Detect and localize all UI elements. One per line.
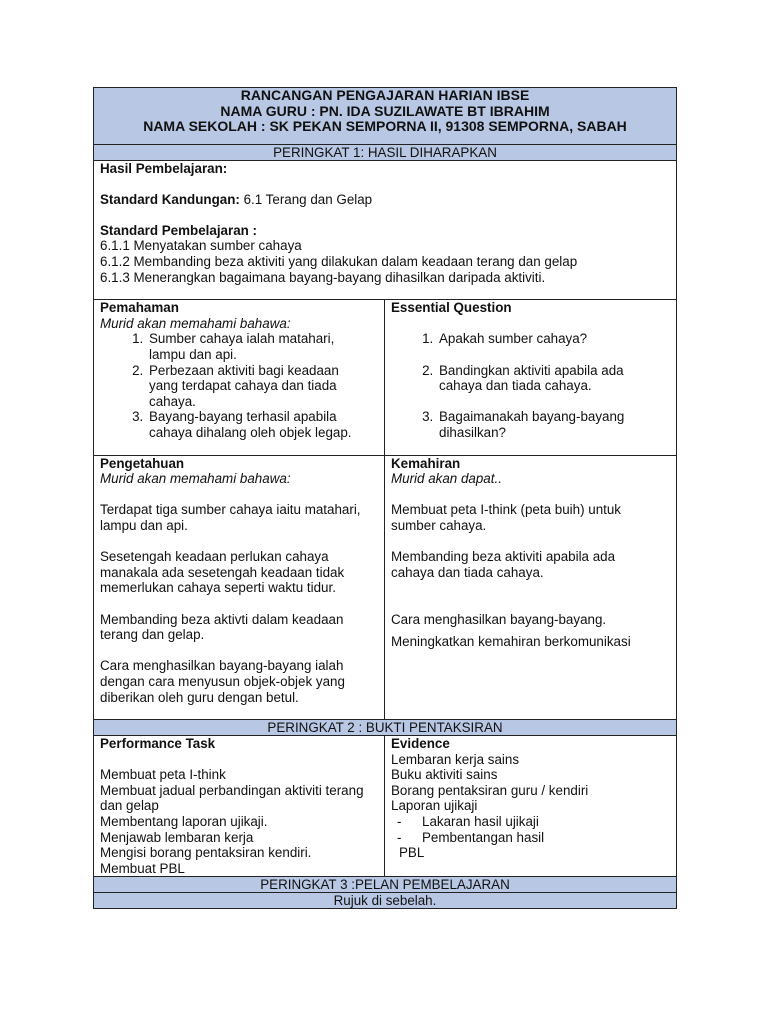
evidence-title: Evidence [391,736,450,752]
paragraph: Cara menghasilkan bayang-bayang. [391,611,607,627]
hasil-label: Hasil Pembelajaran: [100,160,228,176]
kemahiran-intro: Murid akan dapat.. [391,471,502,487]
list-item: Laporan ujikaji [391,798,478,814]
list-item: 2. Bandingkan aktiviti apabila ada cahaya dan tiada cahaya. [437,363,650,394]
level2-title: PERINGKAT 2 : BUKTI PENTAKSIRAN [94,720,677,736]
teacher-name: NAMA GURU : PN. IDA SUZILAWATE BT IBRAHIM [220,102,550,119]
list-item: - Pembentangan hasil [397,829,545,845]
performance-task-cell [94,736,385,877]
list-item: Borang pentaksiran guru / kendiri [391,782,589,798]
document-header [94,88,677,145]
paragraph: Terdapat tiga sumber cahaya iaitu matahari, lampu dan api. [100,502,361,533]
pengetahuan-cell [94,455,385,720]
pemahaman-list [100,331,378,440]
paragraph: Meningkatkan kemahiran berkomunikasi [391,634,631,650]
list-item: Membentang laporan ujikaji. [100,814,268,830]
learning-outcomes-cell [94,160,677,300]
list-item: 2. Perbezaan aktiviti bagi keadaan yang terdapat cahaya dan tiada cahaya. [147,363,368,410]
school-name: NAMA SEKOLAH : SK PEKAN SEMPORNA II, 91308 SEMPORNA, SABAH [143,118,627,134]
list-item: Lembaran kerja sains [391,751,520,767]
list-item: 3. Bagaimanakah bayang-bayang dihasilkan? [437,409,650,440]
paragraph: Membanding beza aktivti dalam keadaan terang dan gelap. [100,611,344,643]
dash-marker: - [397,829,402,845]
list-item: 3. Bayang-bayang terhasil apabila cahaya dihalang oleh objek legap. [147,409,368,440]
dash-marker: - [397,814,402,830]
pemahaman-intro: Murid akan memahami bahawa: [100,315,291,331]
level3-note: Rujuk di sebelah. [94,893,677,909]
sp-item: 6.1.3 Menerangkan bagaimana bayang-bayang dihasilkan daripada aktiviti. [100,269,546,285]
pengetahuan-intro: Murid akan memahami bahawa: [100,471,291,487]
paragraph: Membuat peta I-think (peta buih) untuk sumber cahaya. [391,502,622,533]
knowledge-skills-row [94,455,677,720]
list-item: Membuat peta I-think [100,767,226,783]
pemahaman-cell [94,300,385,455]
list-item: Membuat jadual perbandingan aktiviti terang dan gelap [100,782,364,814]
essential-list [391,331,670,440]
essential-title: Essential Question [391,300,512,316]
evidence-cell [385,736,677,877]
standard-kandungan [100,192,670,208]
sp-item: 6.1.2 Membanding beza aktiviti yang dilakukan dalam keadaan terang dan gelap [100,254,578,270]
understanding-row [94,300,677,455]
kemahiran-title: Kemahiran [391,455,461,471]
sk-label: Standard Kandungan: [100,191,240,207]
pemahaman-title: Pemahaman [100,300,179,316]
list-item: 1. Sumber cahaya ialah matahari, lampu dan api. [147,331,368,362]
header-title: RANCANGAN PENGAJARAN HARIAN IBSE [240,87,530,103]
paragraph: Cara menghasilkan bayang-bayang ialah dengan cara menyusun objek-objek yang diberikan oleh guru dengan betul. [100,658,345,705]
list-item: PBL [399,845,425,861]
sp-item: 6.1.1 Menyatakan sumber cahaya [100,238,302,254]
performance-title: Performance Task [100,736,216,752]
level1-title: PERINGKAT 1: HASIL DIHARAPKAN [94,144,677,160]
list-item: 1. Apakah sumber cahaya? [437,331,650,347]
pengetahuan-title: Pengetahuan [100,455,185,471]
list-item: Membuat PBL [100,860,185,876]
paragraph: Membanding beza aktiviti apabila ada cahaya dan tiada cahaya. [391,549,616,580]
level3-title: PERINGKAT 3 :PELAN PEMBELAJARAN [94,877,677,893]
lesson-plan-document [93,87,676,909]
assessment-row [94,736,677,877]
header-row [94,88,677,145]
lesson-plan-table [93,87,677,909]
evidence-sublist [391,814,670,845]
kemahiran-cell [385,455,677,720]
essential-question-cell [385,300,677,455]
sp-label: Standard Pembelajaran : [100,222,258,238]
list-item: - Lakaran hasil ujikaji [397,814,539,830]
paragraph: Sesetengah keadaan perlukan cahaya manakala ada sesetengah keadaan tidak memerlukan cahaya seperti waktu tidur. [100,549,345,596]
list-item: Buku aktiviti sains [391,767,498,783]
list-item: Menjawab lembaran kerja [100,829,254,845]
sk-value: 6.1 Terang dan Gelap [239,191,373,207]
list-item: Mengisi borang pentaksiran kendiri. [100,845,312,861]
